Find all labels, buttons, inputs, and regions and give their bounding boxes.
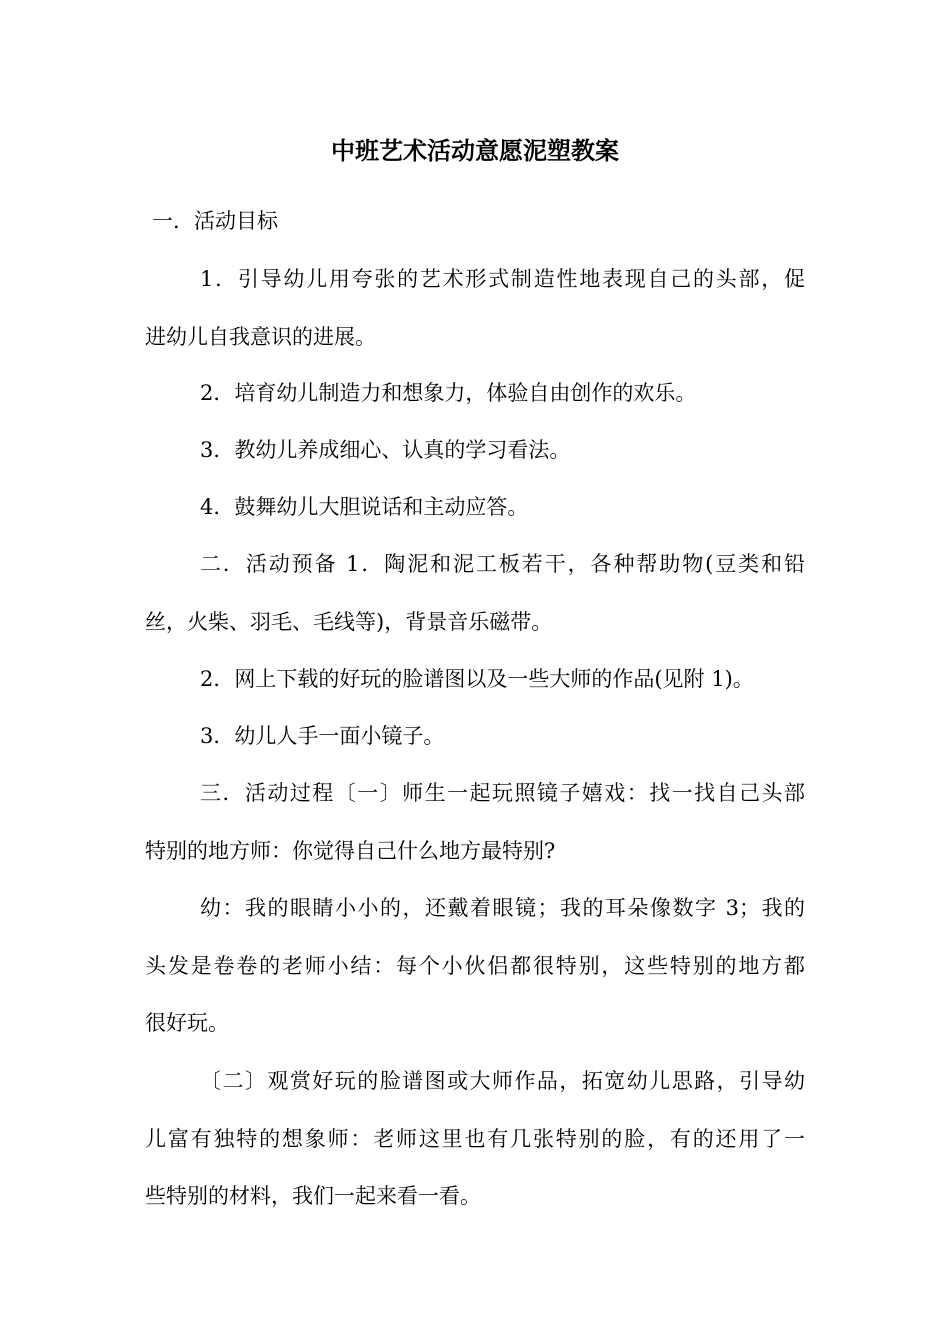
paragraph-line: 些特别的材料，我们一起来看一看。 bbox=[145, 1184, 481, 1208]
paragraph-line: 1．引导幼儿用夸张的艺术形式制造性地表现自己的头部，促 bbox=[200, 267, 805, 291]
paragraph-line: 特别的地方师：你觉得自己什么地方最特别? bbox=[145, 839, 556, 863]
paragraph-line: 丝，火柴、羽毛、毛线等)，背景音乐磁带。 bbox=[145, 610, 553, 634]
paragraph-line: 幼：我的眼睛小小的，还戴着眼镜；我的耳朵像数字 3；我的 bbox=[200, 896, 805, 920]
paragraph-line: 3．教幼儿养成细心、认真的学习看法。 bbox=[200, 438, 571, 462]
paragraph-line: 很好玩。 bbox=[145, 1011, 229, 1035]
document-title: 中班艺术活动意愿泥塑教案 bbox=[331, 136, 619, 165]
paragraph-line: 〔二〕观赏好玩的脸谱图或大师作品，拓宽幼儿思路，引导幼 bbox=[200, 1069, 805, 1093]
paragraph-line: 头发是卷卷的老师小结：每个小伙侣都很特别，这些特别的地方都 bbox=[145, 954, 805, 978]
paragraph-line: 儿富有独特的想象师：老师这里也有几张特别的脸，有的还用了一 bbox=[145, 1127, 805, 1151]
section-heading-process: 三．活动过程〔一〕师生一起玩照镜子嬉戏：找一找自己头部 bbox=[200, 781, 805, 805]
paragraph-line: 3．幼儿人手一面小镜子。 bbox=[200, 724, 445, 748]
paragraph-line: 2．培育幼儿制造力和想象力，体验自由创作的欢乐。 bbox=[200, 381, 697, 405]
paragraph-line: 进幼儿自我意识的进展。 bbox=[145, 325, 376, 349]
paragraph-line: 4．鼓舞幼儿大胆说话和主动应答。 bbox=[200, 495, 529, 519]
paragraph-line: 2．网上下载的好玩的脸谱图以及一些大师的作品(见附 1)。 bbox=[200, 667, 754, 691]
section-heading-preparation: 二．活动预备 1．陶泥和泥工板若干，各种帮助物(豆类和铅 bbox=[200, 552, 805, 576]
section-heading-goals: 一．活动目标 bbox=[152, 209, 278, 233]
